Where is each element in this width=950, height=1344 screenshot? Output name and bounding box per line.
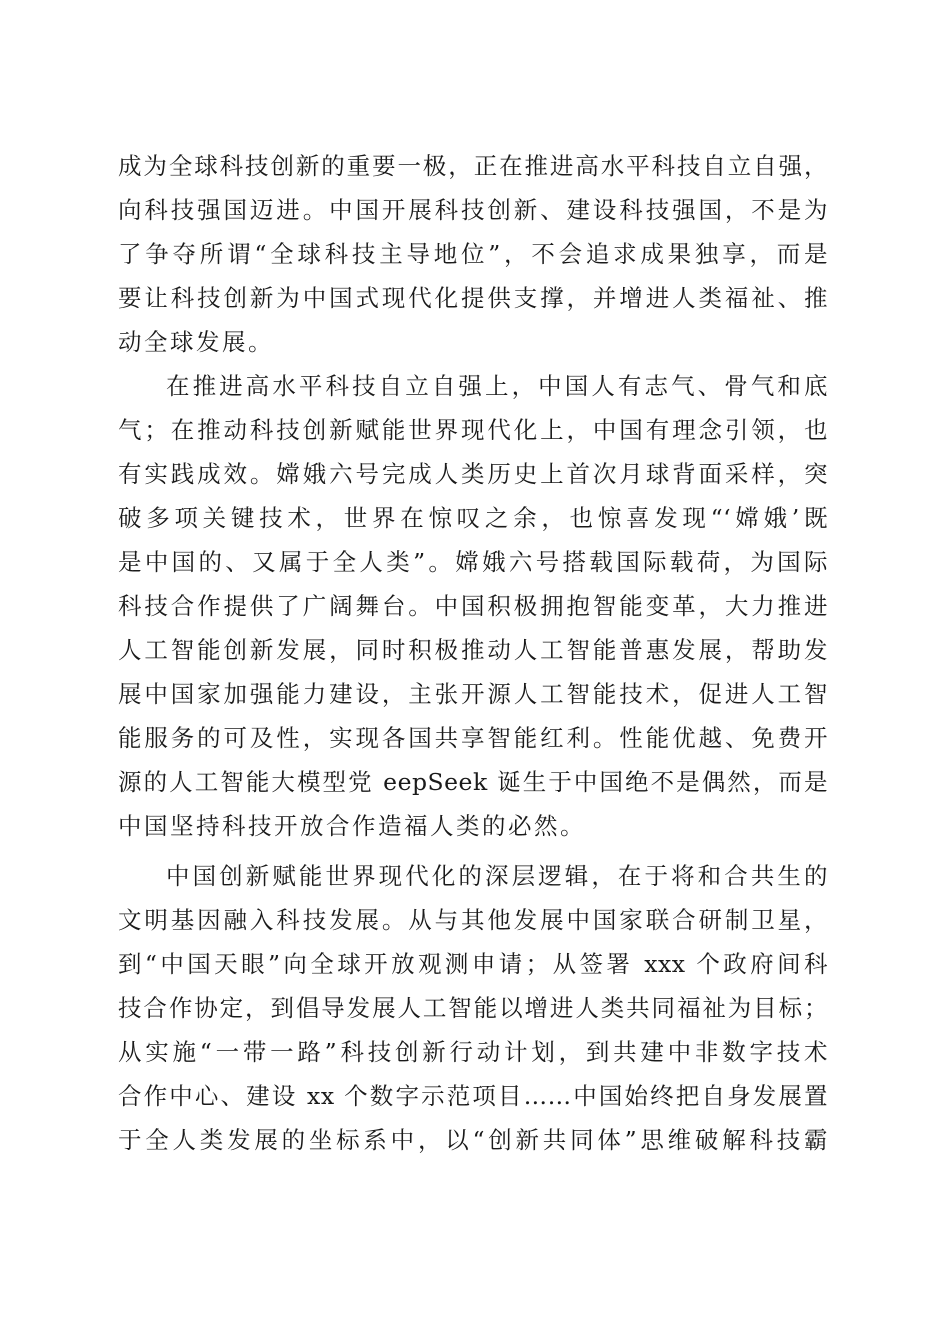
paragraph-2-line-6: 科技合作提供了广阔舞台。中国积极拥抱智能变革，大力推进 <box>118 592 828 620</box>
paragraph-1-line-5: 动全球发展。 <box>118 328 274 356</box>
paragraph-2-line-11: 中国坚持科技开放合作造福人类的必然。 <box>118 812 586 840</box>
paragraph-2-line-3: 有实践成效。嫦娥六号完成人类历史上首次月球背面采样，突 <box>118 460 828 488</box>
paragraph-1-line-3: 了争夺所谓“全球科技主导地位”，不会追求成果独享，而是 <box>118 240 828 268</box>
paragraph-2-line-4: 破多项关键技术，世界在惊叹之余，也惊喜发现“‘嫦娥’既 <box>118 504 828 532</box>
paragraph-3-line-2: 文明基因融入科技发展。从与其他发展中国家联合研制卫星， <box>118 906 828 934</box>
paragraph-2-line-7: 人工智能创新发展，同时积极推动人工智能普惠发展，帮助发 <box>118 636 828 664</box>
paragraph-2-line-9: 能服务的可及性，实现各国共享智能红利。性能优越、免费开 <box>118 724 828 752</box>
paragraph-3-line-6: 合作中心、建设 xx 个数字示范项目……中国始终把自身发展置 <box>118 1082 828 1110</box>
paragraph-2-line-2: 气；在推动科技创新赋能世界现代化上，中国有理念引领，也 <box>118 416 828 444</box>
paragraph-1-line-2: 向科技强国迈进。中国开展科技创新、建设科技强国，不是为 <box>118 196 828 224</box>
paragraph-2-line-1: 在推进高水平科技自立自强上，中国人有志气、骨气和底 <box>166 372 828 400</box>
paragraph-3-line-7: 于全人类发展的坐标系中，以“创新共同体”思维破解科技霸 <box>118 1126 828 1154</box>
paragraph-1-line-1: 成为全球科技创新的重要一极，正在推进高水平科技自立自强， <box>118 152 828 180</box>
paragraph-2-line-5: 是中国的、又属于全人类”。嫦娥六号搭载国际载荷，为国际 <box>118 548 828 576</box>
paragraph-2-line-8: 展中国家加强能力建设，主张开源人工智能技术，促进人工智 <box>118 680 828 708</box>
paragraph-3-line-4: 技合作协定，到倡导发展人工智能以增进人类共同福祉为目标； <box>118 994 828 1022</box>
paragraph-1-line-4: 要让科技创新为中国式现代化提供支撑，并增进人类福祉、推 <box>118 284 828 312</box>
paragraph-3-line-3: 到“中国天眼”向全球开放观测申请；从签署 xxx 个政府间科 <box>118 950 828 978</box>
paragraph-3-line-5: 从实施“一带一路”科技创新行动计划，到共建中非数字技术 <box>118 1038 828 1066</box>
paragraph-3-line-1: 中国创新赋能世界现代化的深层逻辑，在于将和合共生的 <box>166 862 828 890</box>
paragraph-2-line-10: 源的人工智能大模型党 eepSeek 诞生于中国绝不是偶然，而是 <box>118 768 828 796</box>
